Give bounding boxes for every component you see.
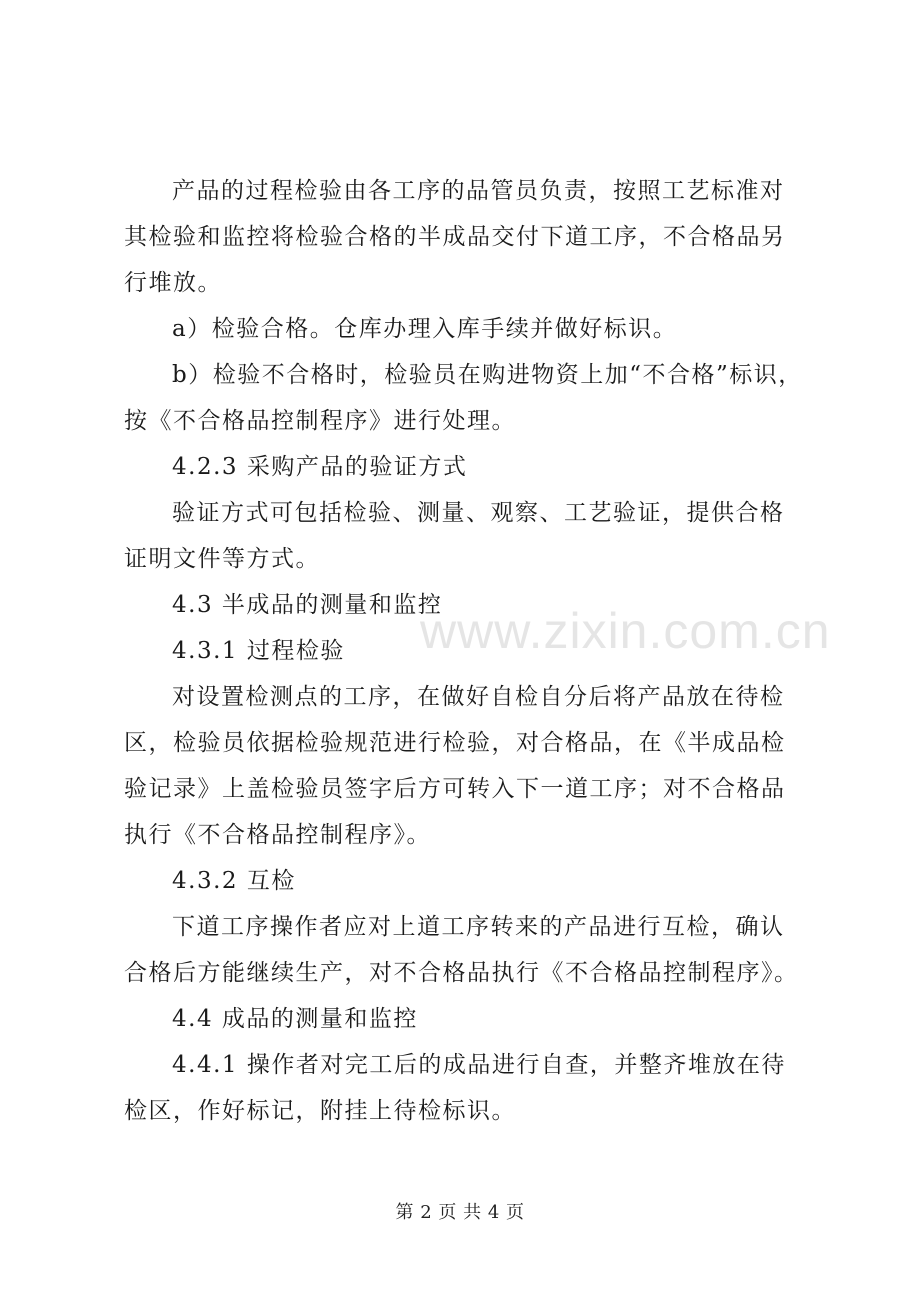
heading-4-4: 4.4 成品的测量和监控	[172, 1006, 418, 1032]
paragraph-item-b: b）检验不合格时，检验员在购进物资上加“不合格”标识，按《不合格品控制程序》进行处理。	[124, 362, 803, 434]
page-number-footer: 第 2 页 共 4 页	[395, 1202, 525, 1223]
heading-4-3-2: 4.3.2 互检	[172, 868, 296, 894]
paragraph-process-check: 对设置检测点的工序，在做好自检自分后将产品放在待检区，检验员依据检验规范进行检验，对合格品，在《半成品检验记录》上盖检验员签字后方可转入下一道工序；对不合格品执行《不合格品控制程序》。	[124, 684, 786, 848]
paragraph-process-inspection: 产品的过程检验由各工序的品管员负责，按照工艺标准对其检验和监控将检验合格的半成品交付下道工序，不合格品另行堆放。	[124, 178, 786, 296]
heading-4-2-3: 4.2.3 采购产品的验证方式	[172, 454, 468, 480]
paragraph-item-a: a）检验合格。仓库办理入库手续并做好标识。	[172, 316, 678, 342]
heading-4-3: 4.3 半成品的测量和监控	[172, 592, 443, 618]
watermark: www.zixin.com.cn	[420, 603, 831, 659]
paragraph-4-4-1: 4.4.1 操作者对完工后的成品进行自查，并整齐堆放在待检区，作好标记，附挂上待检标识。	[124, 1052, 786, 1124]
paragraph-verification-methods: 验证方式可包括检验、测量、观察、工艺验证，提供合格证明文件等方式。	[124, 500, 785, 572]
heading-4-3-1: 4.3.1 过程检验	[172, 638, 345, 664]
paragraph-mutual-check: 下道工序操作者应对上道工序转来的产品进行互检，确认合格后方能继续生产，对不合格品执行《不合格品控制程序》。	[124, 914, 799, 986]
